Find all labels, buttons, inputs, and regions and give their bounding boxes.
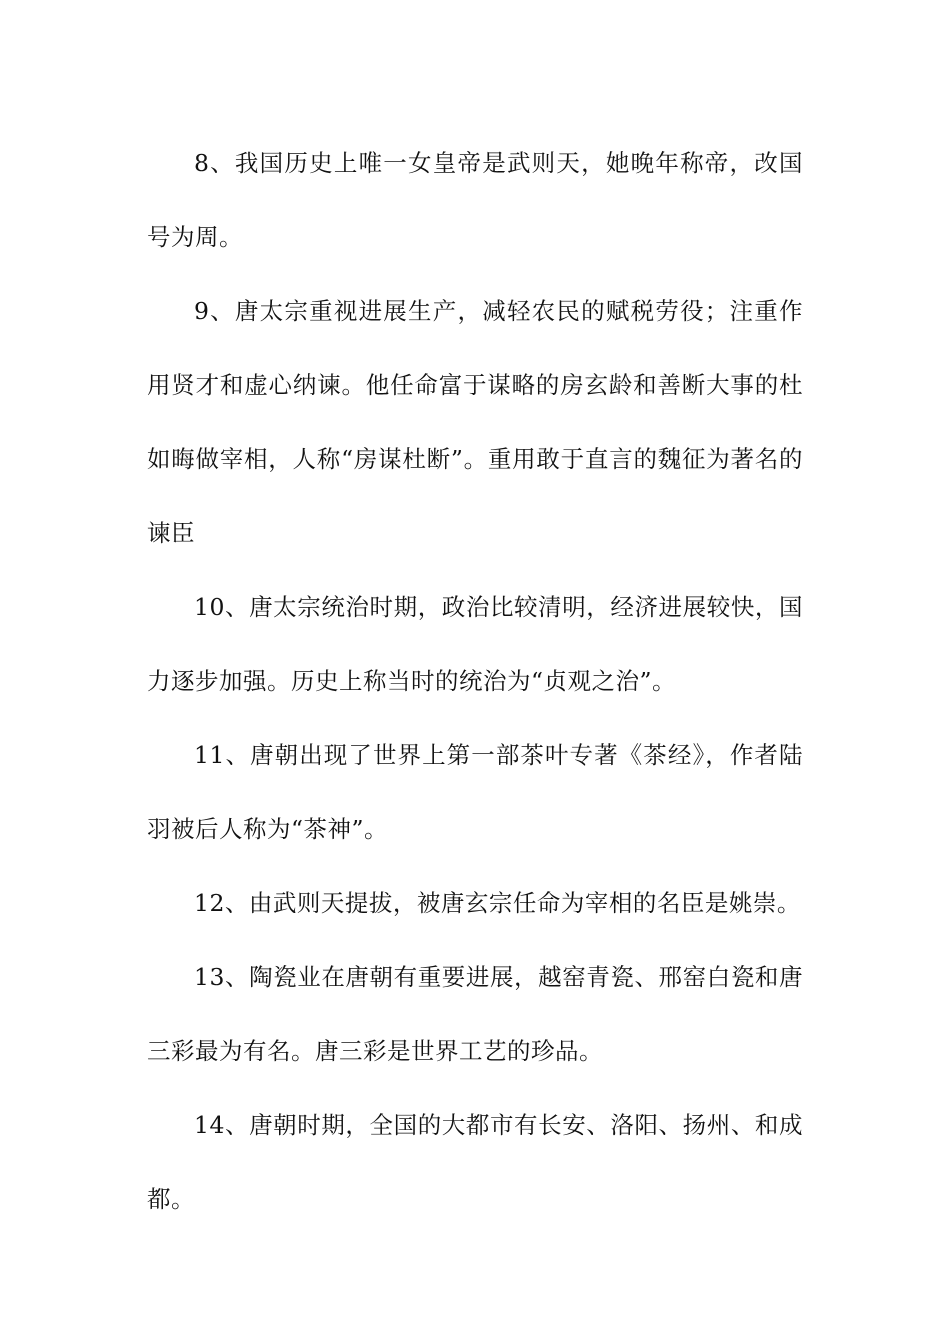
paragraph-10: 10、唐太宗统治时期，政治比较清明，经济进展较快，国力逐步加强。历史上称当时的统治为“贞观之治”。 — [147, 593, 803, 695]
paragraph-9: 9、唐太宗重视进展生产，减轻农民的赋税劳役；注重作用贤才和虚心纳谏。他任命富于谋略的房玄龄和善断大事的杜如晦做宰相，人称“房谋杜断”。重用敢于直言的魏征为著名的谏臣 — [147, 297, 803, 547]
paragraph-13: 13、陶瓷业在唐朝有重要进展，越窑青瓷、邢窑白瓷和唐三彩最为有名。唐三彩是世界工艺的珍品。 — [147, 963, 803, 1065]
paragraph-12: 12、由武则天提拔，被唐玄宗任命为宰相的名臣是姚崇。 — [194, 889, 801, 917]
document-body — [147, 126, 803, 1236]
paragraph-11: 11、唐朝出现了世界上第一部茶叶专著《茶经》，作者陆羽被后人称为“茶神”。 — [147, 741, 803, 843]
paragraph-14: 14、唐朝时期，全国的大都市有长安、洛阳、扬州、和成都。 — [147, 1111, 803, 1213]
paragraph-8: 8、我国历史上唯一女皇帝是武则天，她晚年称帝，改国号为周。 — [147, 149, 803, 251]
